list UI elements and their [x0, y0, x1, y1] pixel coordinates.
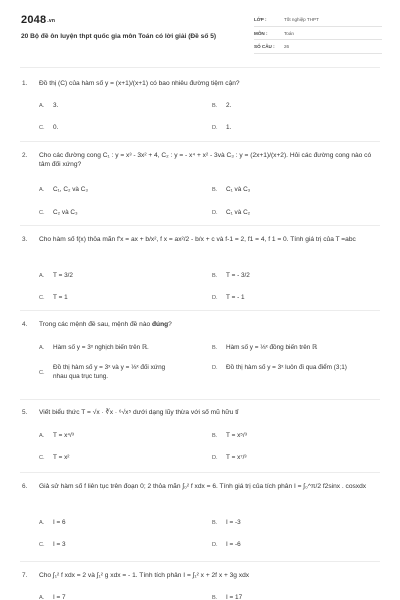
option-label: A. [39, 595, 45, 600]
option-text: 0. [53, 124, 59, 131]
option-a[interactable] [39, 519, 66, 527]
option-text: T = - 3/2 [226, 272, 250, 279]
info-key: LỚP : [254, 17, 267, 22]
option-text: I = 3 [53, 541, 66, 548]
option-b[interactable] [212, 102, 231, 110]
option-label: D. [212, 542, 218, 548]
option-label: C. [39, 542, 45, 548]
option-label: D. [212, 210, 218, 216]
question-text: Giả sử hàm số f liên tục trên đoạn 0; 2 thỏa mãn ∫₀² f xdx = 6. Tính giá trị của tích phân I = ∫₀^π/2 f2sinx . cosxdx [39, 483, 367, 490]
option-label: B. [212, 345, 218, 351]
question-text: Viết biểu thức T = √x · ∛x · ⁶√x⁵ dưới dạng lũy thừa với số mũ hữu tỉ [39, 409, 239, 416]
divider [20, 225, 380, 226]
question-text: Cho ∫₁² f xdx = 2 và ∫₁² g xdx = - 1. Tính tích phân I = ∫₁² x + 2f x + 3g xdx [39, 572, 250, 579]
document-header [0, 0, 400, 64]
option-b[interactable] [212, 432, 247, 440]
info-value: Toán [284, 30, 294, 36]
option-label: D. [212, 295, 218, 301]
option-text: C₁, C₂ và C₃ [53, 186, 88, 193]
option-text: 2. [226, 102, 232, 109]
option-c[interactable] [39, 364, 181, 381]
info-row-subject [254, 28, 382, 41]
option-label: A. [39, 345, 45, 351]
option-text: T = x⁷/³ [226, 454, 247, 461]
option-c[interactable] [39, 454, 69, 462]
logo-suffix: .vn [47, 18, 56, 24]
info-value: 26 [284, 44, 290, 49]
option-text: C₁ và C₃ [226, 186, 251, 193]
info-key: MÔN : [254, 30, 268, 36]
option-text: Hàm số y = 3ˣ nghịch biến trên ℝ. [53, 344, 149, 351]
option-label: B. [212, 520, 218, 526]
document-info-panel [254, 14, 382, 55]
option-text: Hàm số y = ⅓ˣ đồng biến trên ℝ [226, 344, 318, 351]
option-label: B. [212, 273, 218, 279]
logo-text: 2048 [21, 14, 47, 26]
option-label: A. [39, 273, 45, 279]
option-c[interactable] [39, 124, 58, 132]
option-a[interactable] [39, 344, 149, 352]
question-number: 6. [22, 483, 28, 490]
option-a[interactable] [39, 272, 73, 280]
divider [20, 399, 380, 400]
option-text: T = 1 [53, 294, 68, 301]
option-c[interactable] [39, 294, 68, 302]
option-label: D. [212, 365, 218, 372]
option-text: T = x² [53, 454, 70, 461]
question-text-part: ? [168, 321, 172, 328]
site-logo[interactable] [21, 14, 55, 26]
option-c[interactable] [39, 541, 66, 549]
option-c[interactable] [39, 209, 78, 217]
option-label: A. [39, 433, 45, 439]
divider [20, 310, 380, 311]
option-b[interactable] [212, 344, 317, 352]
option-label: C. [39, 369, 45, 376]
question-number: 7. [22, 572, 28, 579]
option-text: C₂ và C₃ [53, 209, 78, 216]
option-text: T = - 1 [226, 294, 245, 301]
option-a[interactable] [39, 186, 88, 194]
option-label: A. [39, 187, 45, 193]
question-text: Cho các đường cong C₁ : y = x³ - 3x² + 4, C₂ : y = - x⁴ + x² - 3và C₃ : y = (2x+1)/(x+2). Hỏi các đường cong nào có tâm đối xứng? [39, 152, 372, 168]
question-text-part: Trong các mệnh đề sau, mệnh đề nào [39, 321, 153, 328]
document-title: 20 Bộ đề ôn luyện thpt quốc gia môn Toán có lời giải (Đề số 5) [21, 33, 217, 40]
option-text: I = -3 [226, 519, 241, 526]
option-a[interactable] [39, 102, 58, 110]
option-a[interactable] [39, 432, 74, 440]
question-number: 2. [22, 152, 28, 159]
option-label: A. [39, 103, 45, 109]
question-number: 1. [22, 80, 28, 87]
question-text: Cho hàm số f(x) thỏa mãn f′x = ax + b/x², f x = ax²/2 - b/x + c và f-1 = 2, f1 = 4, f 1 = 0. Tính giá trị của T =abc [39, 236, 356, 243]
option-d[interactable] [212, 294, 245, 302]
option-a[interactable] [39, 594, 66, 600]
option-label: B. [212, 433, 218, 439]
option-label: D. [212, 125, 218, 131]
option-label: A. [39, 520, 45, 526]
option-label: D. [212, 455, 218, 461]
option-label: C. [39, 210, 45, 216]
option-label: C. [39, 125, 45, 131]
option-label: C. [39, 295, 45, 301]
option-text: I = 7 [53, 594, 66, 600]
option-b[interactable] [212, 594, 242, 600]
question-keyword: đúng [152, 321, 169, 328]
question-text: Đồ thị (C) của hàm số y = (x+1)/(x+1) có bao nhiêu đường tiệm cận? [39, 80, 240, 87]
question-text [39, 321, 379, 330]
option-text: Đồ thị hàm số y = 3ˣ luôn đi qua điểm (3;1) [226, 364, 347, 371]
option-text: 3. [53, 102, 59, 109]
info-key: SỐ CÂU : [254, 44, 275, 49]
option-b[interactable] [212, 186, 250, 194]
option-text: Đồ thị hàm số y = 3ˣ và y = ⅓ˣ đối xứng nhau qua trục tung. [53, 364, 166, 380]
divider [20, 561, 380, 562]
info-row-count [254, 41, 382, 54]
option-text: T = 3/2 [53, 272, 73, 279]
divider [20, 472, 380, 473]
option-d[interactable] [212, 124, 231, 132]
question-number: 3. [22, 236, 28, 243]
option-d[interactable] [212, 364, 354, 373]
option-b[interactable] [212, 272, 250, 280]
option-d[interactable] [212, 209, 250, 217]
option-text: C₁ và C₂ [226, 209, 251, 216]
option-d[interactable] [212, 454, 246, 462]
divider [20, 67, 380, 68]
question-number: 5. [22, 409, 28, 416]
option-label: C. [39, 455, 45, 461]
option-text: T = x⁵/³ [226, 432, 247, 439]
info-row-class [254, 14, 382, 27]
option-label: B. [212, 103, 218, 109]
option-text: T = x⁴/³ [53, 432, 74, 439]
option-text: I = 6 [53, 519, 66, 526]
option-text: 1. [226, 124, 232, 131]
option-text: I = -6 [226, 541, 241, 548]
option-label: B. [212, 595, 218, 600]
divider [20, 141, 380, 142]
option-b[interactable] [212, 519, 241, 527]
question-number: 4. [22, 321, 28, 328]
option-text: I = 17 [226, 594, 243, 600]
option-label: B. [212, 187, 218, 193]
info-value: Tốt nghiệp THPT [284, 17, 319, 22]
option-d[interactable] [212, 541, 241, 549]
